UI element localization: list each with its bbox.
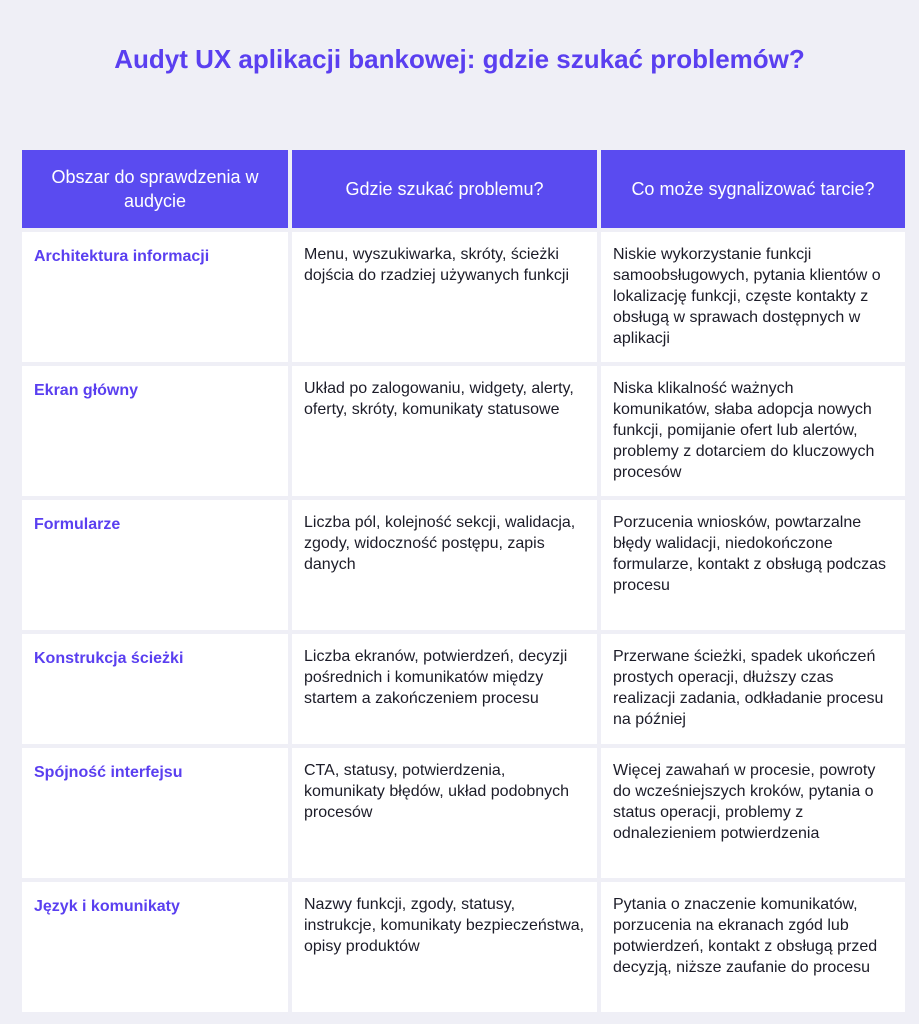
page-title: Audyt UX aplikacji bankowej: gdzie szukać problemów?: [114, 44, 805, 74]
row-signals: Więcej zawahań w procesie, powroty do wcześniejszych kroków, pytania o status operacji, problemy z odnalezieniem potwierdzenia: [601, 748, 905, 878]
row-signals: Niska klikalność ważnych komunikatów, słaba adopcja nowych funkcji, pomijanie ofert lub alertów, problemy z dotarciem do kluczowych procesów: [601, 366, 905, 496]
row-signals: Niskie wykorzystanie funkcji samoobsługowych, pytania klientów o lokalizację funkcji, częste kontakty z obsługą w sprawach dostępnych w aplikacji: [601, 232, 905, 362]
row-where: Nazwy funkcji, zgody, statusy, instrukcje, komunikaty bezpieczeństwa, opisy produktów: [292, 882, 597, 1012]
table-row: [22, 748, 905, 878]
header-where: Gdzie szukać problemu?: [292, 150, 597, 228]
table-row: [22, 634, 905, 744]
table-row: [22, 882, 905, 1012]
row-signals: Przerwane ścieżki, spadek ukończeń prostych operacji, dłuższy czas realizacji zadania, odkładanie procesu na później: [601, 634, 905, 744]
row-area: Język i komunikaty: [22, 882, 288, 1012]
row-area: Formularze: [22, 500, 288, 630]
table-row: [22, 232, 905, 362]
table-row: [22, 366, 905, 496]
row-signals: Porzucenia wniosków, powtarzalne błędy walidacji, niedokończone formularze, kontakt z obsługą podczas procesu: [601, 500, 905, 630]
row-signals: Pytania o znaczenie komunikatów, porzucenia na ekranach zgód lub potwierdzeń, kontakt z obsługą przed decyzją, niższe zaufanie do procesu: [601, 882, 905, 1012]
row-area: Ekran główny: [22, 366, 288, 496]
header-signals: Co może sygnalizować tarcie?: [601, 150, 905, 228]
row-area: Spójność interfejsu: [22, 748, 288, 878]
row-where: Układ po zalogowaniu, widgety, alerty, oferty, skróty, komunikaty statusowe: [292, 366, 597, 496]
header-area: Obszar do sprawdzenia w audycie: [22, 150, 288, 228]
row-area: Architektura informacji: [22, 232, 288, 362]
row-area: Konstrukcja ścieżki: [22, 634, 288, 744]
row-where: Menu, wyszukiwarka, skróty, ścieżki dojścia do rzadziej używanych funkcji: [292, 232, 597, 362]
row-where: Liczba ekranów, potwierdzeń, decyzji pośrednich i komunikatów między startem a zakończeniem procesu: [292, 634, 597, 744]
row-where: CTA, statusy, potwierdzenia, komunikaty błędów, układ podobnych procesów: [292, 748, 597, 878]
table-row: [22, 500, 905, 630]
row-where: Liczba pól, kolejność sekcji, walidacja, zgody, widoczność postępu, zapis danych: [292, 500, 597, 630]
audit-table: [18, 146, 909, 1016]
table-header-row: [22, 150, 905, 228]
